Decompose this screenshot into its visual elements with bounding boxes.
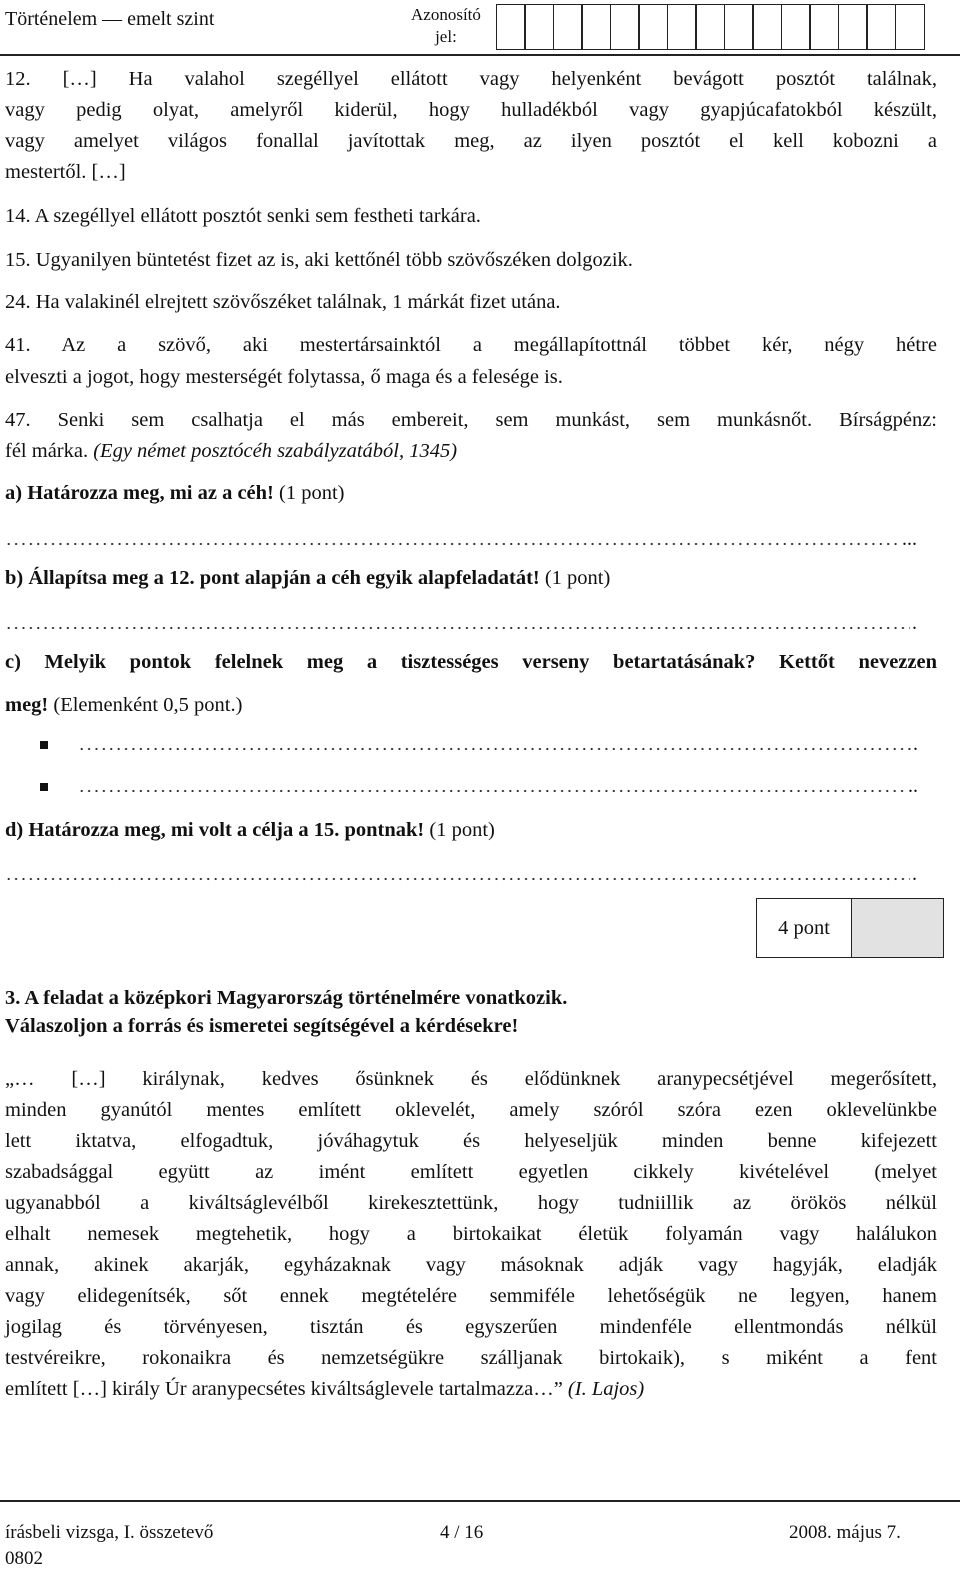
id-box[interactable]	[581, 4, 611, 50]
source-text-line: testvéreikre, rokonaikra és nemzetségükre szálljanak birtokaik), s miként a fent	[5, 1347, 937, 1369]
header-divider	[0, 54, 960, 56]
id-box[interactable]	[667, 4, 697, 50]
footer-page-number: 4 / 16	[440, 1522, 484, 1543]
source-text-line: vagy elidegenítsék, sőt ennek megtételére semmiféle lehetőségük ne legyen, hanem	[5, 1285, 937, 1307]
page-header	[0, 0, 960, 56]
id-box[interactable]	[695, 4, 725, 50]
source-paragraph-12: vagy amelyet világos fonallal javítottak meg, az ilyen posztót el kell kobozni a	[5, 130, 937, 152]
source-citation: (I. Lajos)	[567, 1378, 645, 1400]
bullet-icon	[40, 741, 48, 749]
id-box[interactable]	[809, 4, 839, 50]
id-box[interactable]	[553, 4, 583, 50]
source-text-line: lett iktatva, elfogadtuk, jóváhagytuk és helyeseljük minden benne kifejezett	[5, 1130, 937, 1152]
source-text-line: elhalt nemesek megtehetik, hogy a birtokaikat életük folyamán vagy halálukon	[5, 1223, 937, 1245]
answer-line-a[interactable]	[5, 530, 900, 550]
id-box[interactable]	[838, 4, 868, 50]
id-box[interactable]	[781, 4, 811, 50]
source-paragraph-12: 12. […] Ha valahol szegéllyel ellátott vagy helyenként bevágott posztót találnak,	[5, 68, 937, 90]
id-box[interactable]	[724, 4, 754, 50]
id-box[interactable]	[524, 4, 554, 50]
question-a: a) Határozza meg, mi az a céh! (1 pont)	[5, 482, 345, 504]
bullet-icon	[40, 783, 48, 791]
source-text-line: jogilag és törvényesen, tisztán és egyszerűen mindenféle ellentmondás nélkül	[5, 1316, 937, 1338]
footer-date: 2008. május 7.	[789, 1522, 901, 1543]
answer-line-c2[interactable]	[78, 777, 908, 797]
footer-divider	[0, 1500, 960, 1502]
source-paragraph-41: 41. Az a szövő, aki mestertársainktól a megállapítottnál többet kér, négy hétre	[5, 334, 937, 356]
source-text-line: ugyanabból a kiváltságlevélből kirekesztettünk, hogy tudniillik az örökös nélkül	[5, 1192, 937, 1214]
footer-code: 0802	[5, 1548, 43, 1569]
score-label: 4 pont	[757, 899, 852, 957]
source-paragraph-14: 14. A szegéllyel ellátott posztót senki sem festheti tarkára.	[5, 205, 481, 227]
answer-line-b[interactable]	[5, 614, 910, 634]
answer-line-d[interactable]	[5, 865, 910, 885]
id-box[interactable]	[866, 4, 896, 50]
question-b: b) Állapítsa meg a 12. pont alapján a céh egyik alapfeladatát! (1 pont)	[5, 567, 611, 589]
id-box[interactable]	[496, 4, 526, 50]
source-citation: (Egy német posztócéh szabályzatából, 1345)	[93, 440, 458, 462]
id-box[interactable]	[752, 4, 782, 50]
id-label: Azonosító jel:	[411, 5, 481, 46]
question-c-cont: meg! (Elemenként 0,5 pont.)	[5, 694, 243, 716]
source-paragraph-24: 24. Ha valakinél elrejtett szövőszéket találnak, 1 márkát fizet utána.	[5, 291, 561, 313]
question-c: c) Melyik pontok felelnek meg a tisztességes verseny betartatásának? Kettőt nevezzen	[5, 651, 937, 673]
score-entry-field[interactable]	[852, 899, 943, 957]
source-paragraph-41: elveszti a jogot, hogy mesterségét folytassa, ő maga és a felesége is.	[5, 366, 563, 388]
id-box[interactable]	[638, 4, 668, 50]
source-paragraph-12: mestertől. […]	[5, 161, 126, 183]
header-subject: Történelem — emelt szint	[5, 8, 215, 30]
source-text-line: szabadsággal együtt az imént említett egyetlen cikkely kivételével (melyet	[5, 1161, 937, 1183]
id-code-boxes	[497, 4, 925, 50]
answer-line-c1[interactable]	[78, 735, 913, 755]
source-paragraph-47-end: fél márka. (Egy német posztócéh szabályzatából, 1345)	[5, 440, 458, 462]
id-box[interactable]	[610, 4, 640, 50]
footer-exam-label: írásbeli vizsga, I. összetevő	[5, 1522, 214, 1543]
source-paragraph-15: 15. Ugyanilyen büntetést fizet az is, aki kettőnél több szövőszéken dolgozik.	[5, 249, 633, 271]
score-box	[756, 898, 944, 958]
source-paragraph-47: 47. Senki sem csalhatja el más embereit, sem munkást, sem munkásnőt. Bírságpénz:	[5, 409, 937, 431]
source-text-line: minden gyanútól mentes említett oklevelét, amely szóról szóra ezen oklevelünkbe	[5, 1099, 937, 1121]
source-text-line: annak, akinek akarják, egyházaknak vagy másoknak adják vagy hagyják, eladják	[5, 1254, 937, 1276]
question-d: d) Határozza meg, mi volt a célja a 15. pontnak! (1 pont)	[5, 819, 495, 841]
task3-title: 3. A feladat a középkori Magyarország történelmére vonatkozik.	[5, 987, 568, 1009]
task3-instruction: Válaszoljon a forrás és ismeretei segítségével a kérdésekre!	[5, 1015, 519, 1037]
source-paragraph-12: vagy pedig olyat, amelyről kiderül, hogy hulladékból vagy gyapjúcafatokból készült,	[5, 99, 937, 121]
id-box[interactable]	[895, 4, 925, 50]
source-text-line: „… […] királynak, kedves ősünknek és elődünknek aranypecsétjével megerősített,	[5, 1068, 937, 1090]
source-text-last-line: említett […] király Úr aranypecsétes kiváltságlevele tartalmazza…” (I. Lajos)	[5, 1378, 645, 1400]
